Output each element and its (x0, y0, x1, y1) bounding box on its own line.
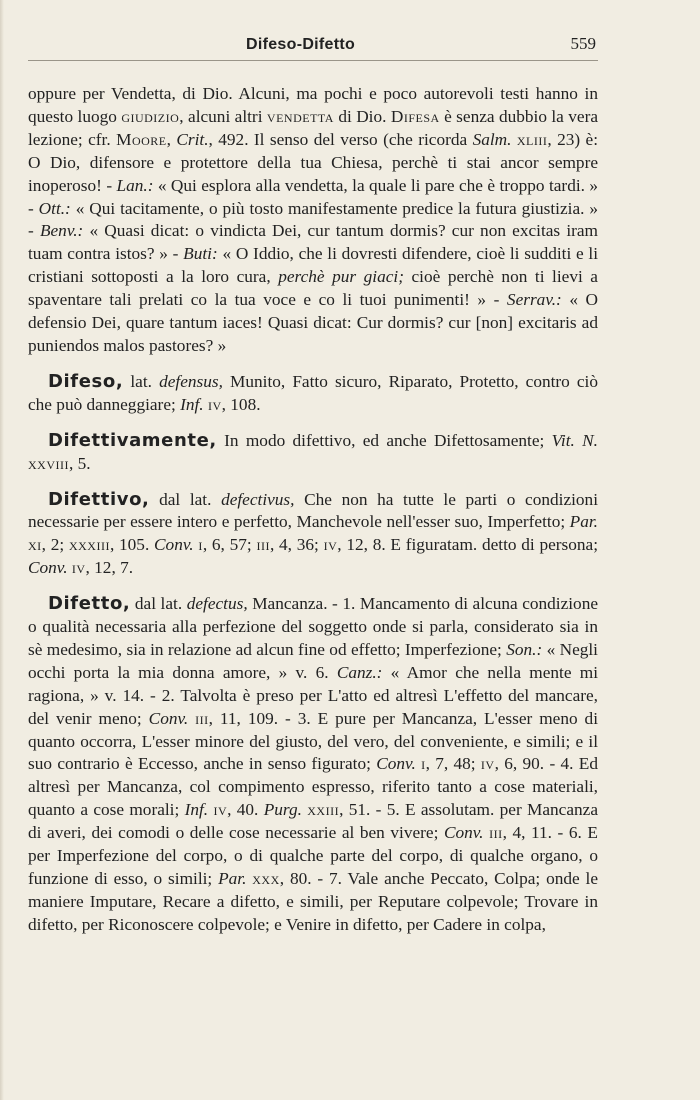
page-spine-shadow (0, 0, 4, 1100)
running-head-title: Difeso-Difetto (246, 36, 356, 53)
page-number: 559 (570, 34, 596, 53)
headword-difettivo: Difettivo, (48, 488, 150, 510)
headword-difeso: Difeso, (48, 370, 124, 392)
headword-difetto: Difetto, (48, 593, 131, 615)
running-header (28, 34, 598, 61)
intro-continuation-paragraph: oppure per Vendetta, di Dio. Alcuni, ma pochi e poco autorevoli testi hanno in questo luogo giudizio, alcuni altri vendetta di Dio. Difesa è senza dubbio la vera lezione; cfr. Moore, Crit., 492. Il senso del verso (che ricorda Salm. xliii, 23) è: O Dio, difensore e protettore della tua Chiesa, perchè ti stai ancor sempre inoperoso! - Lan.: « Qui esplora alla vendetta, la quale li pare che è troppo tardi. » - Ott.: « Qui tacitamente, o più tosto manifestamente predice la futura giustizia. » - Benv.: « Quasi dicat: o vindicta Dei, cur tantum dormis? cur non excitas iram tuam contra istos? » - Buti: « O Iddio, che li dovresti difendere, cioè li sudditi e li cristiani sottoposti a la loro cura, perchè pur giaci; cioè perchè non ti lievi a spaventare tali prelati co la tua voce e co li tuoi punimenti! » - Serrav.: « O defensio Dei, quare tantum iaces! Quasi dicat: Cur dormis? cur [non] excitaris ad puniendos malos pastores? » (28, 84, 599, 355)
entry-difettivo: Difettivo, dal lat. defectivus, Che non ha tutte le parti o condizioni necessarie per essere intero e perfetto, Manchevole nell'esser suo, Imperfetto; Par. xi, 2; xxxiii, 105. Conv. i, 6, 57; iii, 4, 36; iv, 12, 8. E figuratam. detto di persona; Conv. iv, 12, 7. (28, 488, 599, 578)
dictionary-page (28, 34, 598, 937)
headword-difettivamente: Difettivamente, (48, 429, 217, 451)
entry-difeso: Difeso, lat. defensus, Munito, Fatto sicuro, Riparato, Protetto, contro ciò che può danneggiare; Inf. iv, 108. (28, 370, 598, 414)
entry-difetto: Difetto, dal lat. defectus, Mancanza. - 1. Mancamento di alcuna condizione o qualità necessaria alla perfezione del soggetto onde si parla, considerato sia in sè medesimo, sia in relazione ad alcun fine od effetto; Imperfezione; Son.: « Negli occhi porta la mia donna amore, » v. 6. Canz.: « Amor che nella mente mi ragiona, » v. 14. - 2. Talvolta è preso per L'atto ed altresì L'effetto del mancare, del venir meno; Conv. iii, 11, 109. - 3. E pure per Mancanza, L'esser meno di quanto occorra, L'esser minore del giusto, del vero, del conveniente, e simili; e il suo contrario è Eccesso, anche in senso figurato; Conv. i, 7, 48; iv, 6, 90. - 4. Ed altresì per Mancanza, col compimento espresso, riferito tanto a cose materiali, quanto a cose morali; Inf. iv, 40. Purg. xxiii, 51. - 5. E assolutam. per Mancanza di averi, dei comodi o delle cose necessarie al ben vivere; Conv. iii, 4, 11. - 6. E per Imperfezione del corpo, o di qualche parte del corpo, di qualche organo, o funzione di esso, o simili; Par. xxx, 80. - 7. Vale anche Peccato, Colpa; onde le maniere Imputare, Recare a difetto, e simili, per Reputare colpevole; Trovare in difetto, per Riconoscere colpevole; e Venire in difetto, per Cadere in colpa, (28, 593, 599, 934)
entry-difettivamente: Difettivamente, In modo difettivo, ed anche Difettosamente; Vit. N. xxviii, 5. (28, 429, 598, 473)
